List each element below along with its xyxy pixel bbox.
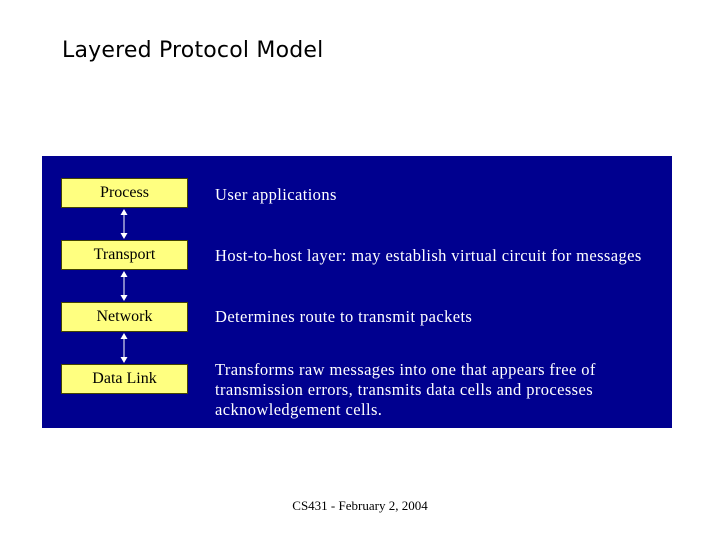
layer-description-transport: Host-to-host layer: may establish virtual circuit for messages xyxy=(215,246,642,265)
slide-title: Layered Protocol Model xyxy=(62,38,324,63)
layer-box-transport: Transport xyxy=(61,240,188,270)
bidirectional-arrow-icon xyxy=(116,208,132,240)
bidirectional-arrow-icon xyxy=(116,332,132,364)
layer-description-network: Determines route to transmit packets xyxy=(215,307,473,326)
layer-box-process: Process xyxy=(61,178,188,208)
layer-box-network: Network xyxy=(61,302,188,332)
layer-description-data-link: Transforms raw messages into one that appears free of transmission errors, transmits data cells and processes acknowledgement cells. xyxy=(215,360,596,419)
protocol-diagram-panel xyxy=(42,156,672,428)
bidirectional-arrow-icon xyxy=(116,270,132,302)
layer-box-data-link: Data Link xyxy=(61,364,188,394)
layer-description-process: User applications xyxy=(215,185,337,204)
slide-footer: CS431 - February 2, 2004 xyxy=(292,498,428,513)
